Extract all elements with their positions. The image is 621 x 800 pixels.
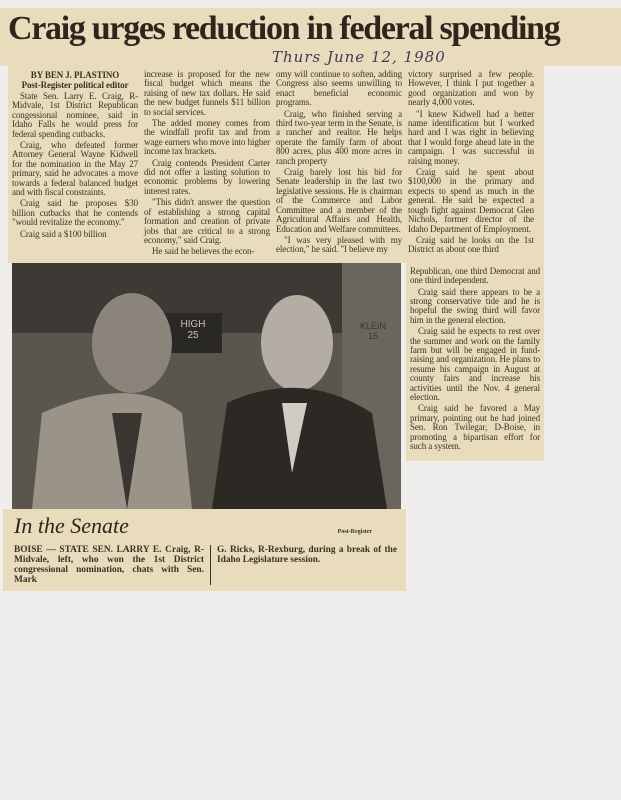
paragraph: Craig, who defeated former Attorney General Wayne Kidwell for the nomination in the May 27 primary, said he advocates a move towards a federal balanced budget and with fiscal constraints. <box>12 140 138 198</box>
paragraph: "I knew Kidwell had a better name identification but I worked hard and I was right in believing that I would forge ahead late in the campaign. I was successful in raising money. <box>408 108 534 166</box>
byline-title: Post-Register political editor <box>21 80 129 90</box>
caption-block <box>3 509 406 591</box>
desk-sign-left-line1: HIGH <box>180 318 206 330</box>
paragraph: State Sen. Larry E. Craig, R-Midvale, 1st District Republican congessional nominee, said in Idaho Falls he would press for federal spending cutbacks. <box>12 91 138 139</box>
headline: Craig urges reduction in federal spending <box>8 10 560 47</box>
paragraph: increase is proposed for the new fiscal budget which means the raising of new tax dollars. He said the new budget funnels $11 billion to social services. <box>144 69 270 117</box>
photo-title: In the Senate <box>14 512 129 538</box>
photo-scene <box>12 263 401 509</box>
handwritten-date: Thurs June 12, 1980 <box>272 48 446 66</box>
lower-section <box>3 263 621 591</box>
paragraph: Craig, who finished serving a third two-year term in the Senate, is a rancher and realtor. He helps operate the family farm of about 800 acres, plus 400 more acres in ranch property <box>276 108 402 166</box>
desk-sign-left-line2: 25 <box>187 329 199 341</box>
paragraph: Craig said he spent about $100,000 in the primary and expects to spend as much in the general. He said he expected a tough fight against Democrat Glen Nichols, former director of the Idaho Department of Employment. <box>408 167 534 234</box>
paragraph: Craig said there appears to be a strong conservative tide and he is hopeful the swing third will favor him in the general election. <box>410 286 540 325</box>
photo-caption-part-2: G. Ricks, R-Rexburg, during a break of the Idaho Legislature session. <box>210 545 397 585</box>
article-column-2 <box>144 70 270 259</box>
paragraph: victory surprised a few people. However, I think I put together a good organization and won by nearly 4,000 votes. <box>408 69 534 108</box>
paragraph: Craig said he proposes $30 billion cutbacks that he contends "would revitalize the economy." <box>12 198 138 228</box>
paragraph: Craig said he looks on the 1st District as about one third <box>408 234 534 255</box>
paragraph: Craig contends President Carter did not offer a lasting solution to economic problems by lowering interest rates. <box>144 157 270 196</box>
paragraph: The added money comes from the windfall profit tax and from wage earners who move into higher income tax brackets. <box>144 118 270 157</box>
news-photo <box>12 263 401 509</box>
paragraph: He said he believes the econ- <box>152 246 255 257</box>
headline-strip <box>0 8 621 66</box>
article-column-3 <box>276 70 402 259</box>
paragraph: Craig said a $100 billion <box>20 228 107 239</box>
photo-block <box>3 263 406 591</box>
paragraph: "I was very pleased with my election," he said. "I believe my <box>276 234 402 255</box>
article-column-4 <box>408 70 534 259</box>
right-column-bg <box>406 263 544 462</box>
paragraph: "This didn't answer the question of establishing a strong capital formation and creation of private jobs that are critical to a strong economy," said Craig. <box>144 197 270 245</box>
article-body <box>8 66 544 263</box>
paragraph: omy will continue to soften, adding Congress also seems unwilling to enact beneficial economic programs. <box>276 69 402 108</box>
desk-sign-right-line1: KLEIN <box>359 320 386 331</box>
paragraph: Republican, one third Democrat and one third independent. <box>410 265 540 286</box>
photo-caption-part-1: BOISE — STATE SEN. LARRY E. Craig, R-Midvale, left, who won the 1st District congressional nomination, chats with Sen. Mark <box>14 544 204 585</box>
article-column-5 <box>410 267 540 452</box>
desk-sign-right-line2: 15 <box>367 330 378 341</box>
photo-credit: Post-Register <box>337 528 372 535</box>
paragraph: Craig said he expects to rest over the summer and work on the family farm but will be engaged in fund-raising and organization. He plans to resume his campaign in August at county fairs and increase his activities until the Nov. 4 general election. <box>410 326 540 402</box>
paragraph: Craig barely lost his bid for Senate leadership in the last two legislative sessions. He is chairman of the Commerce and Labor Committee and a member of the Agricultural Affairs and Health, Education and Welfare committees. <box>276 167 402 234</box>
byline-author: BY BEN J. PLASTINO <box>30 70 120 80</box>
paragraph: Craig said he favored a May primary, pointing out he had joined Sen. Ron Twilegar, D-Boise, in promoting a bipartisan effort for such a system. <box>410 403 540 452</box>
article-column-1 <box>12 70 138 259</box>
